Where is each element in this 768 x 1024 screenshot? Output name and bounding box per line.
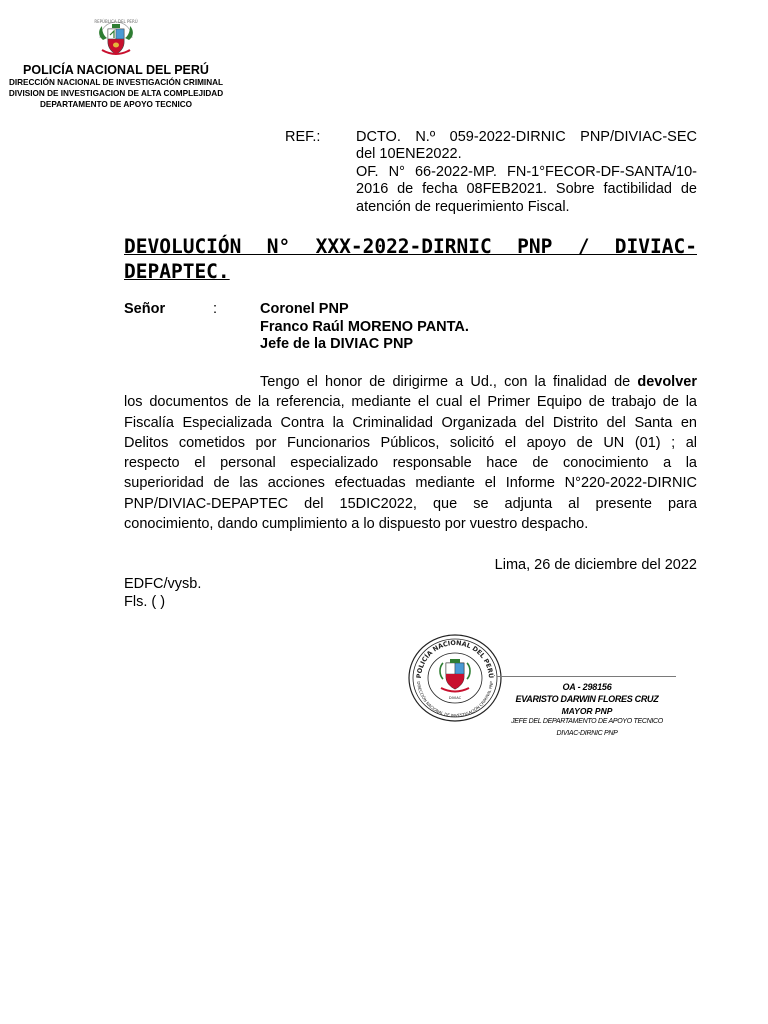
crest-arc-text: REPÚBLICA DEL PERÚ	[94, 19, 138, 24]
department-name: DEPARTAMENTO DE APOYO TECNICO	[39, 100, 193, 109]
reference-label: REF.:	[285, 129, 321, 145]
body-line: superioridad de las acciones efectuadas mediante el Informe N°220-2022-DIRNIC	[124, 475, 697, 492]
peru-coat-of-arms-icon	[92, 14, 140, 62]
addressee-label: Señor	[124, 301, 166, 317]
initials: EDFC/vysb.	[124, 576, 202, 592]
body-intro: Tengo el honor de dirigirme a Ud., con la finalidad de	[260, 374, 638, 390]
seal-text-top: POLICÍA NACIONAL DEL PERÚ	[414, 638, 496, 679]
signature-unit: DIVIAC-DIRNIC PNP	[556, 730, 618, 737]
institution-name: POLICÍA NACIONAL DEL PERÚ	[23, 63, 209, 77]
signature-position: JEFE DEL DEPARTAMENTO DE APOYO TECNICO	[511, 718, 663, 725]
folios: Fls. ( )	[124, 594, 166, 610]
pnp-seal-icon	[407, 633, 503, 723]
initials-block	[124, 575, 201, 611]
addressee-rank: Coronel PNP	[260, 301, 349, 317]
body-paragraph	[124, 372, 697, 534]
signature-rank: MAYOR PNP	[561, 706, 613, 716]
body-line	[124, 372, 697, 392]
body-line: respecto el personal especializado responsable hace de conocimiento a la	[124, 455, 697, 472]
reference-line: DCTO. N.º 059-2022-DIRNIC PNP/DIVIAC-SEC	[356, 129, 697, 145]
reference-line: OF. N° 66-2022-MP. FN-1°FECOR-DF-SANTA/10-	[356, 163, 697, 180]
reference-text	[356, 129, 697, 216]
reference-line: atención de requerimiento Fiscal.	[356, 198, 570, 215]
addressee-colon: :	[213, 301, 218, 317]
addressee-position: Jefe de la DIVIAC PNP	[260, 336, 414, 352]
title-line-2: DEPAPTEC.	[124, 260, 230, 283]
title-line-1: DEVOLUCIÓN N° XXX-2022-DIRNIC PNP / DIVIAC-	[124, 235, 697, 258]
document-title	[124, 234, 697, 284]
reference-line: 2016 de fecha 08FEB2021. Sobre factibilidad de	[356, 181, 697, 198]
body-line: PNP/DIVIAC-DEPAPTEC del 15DIC2022, que se adjunta al presente para	[124, 495, 697, 512]
addressee-name: Franco Raúl MORENO PANTA.	[260, 318, 469, 335]
division-name: DIVISION DE INVESTIGACION DE ALTA COMPLEJIDAD	[8, 89, 224, 98]
directorate-name: DIRECCIÓN NACIONAL DE INVESTIGACIÓN CRIMINAL	[8, 78, 224, 87]
addressee-block	[260, 301, 469, 354]
body-line: conocimiento, dando cumplimiento a lo dispuesto por vuestro despacho.	[124, 516, 589, 533]
body-line: Fiscalía Especializada Contra la Criminalidad Organizada del Distrito del Santa en	[124, 414, 697, 431]
body-line: los documentos de la referencia, mediante el cual el Primer Equipo de trabajo de la	[124, 394, 697, 411]
place-date: Lima, 26 de diciembre del 2022	[494, 557, 697, 573]
body-line: Delitos cometidos por Funcionarios Públicos, solicitó el apoyo de UN (01) ; al	[124, 434, 697, 451]
seal-inner-text: DIVIAC	[448, 696, 462, 700]
signature-cip: OA - 298156	[562, 682, 612, 692]
signature-name: EVARISTO DARWIN FLORES CRUZ	[515, 694, 659, 704]
reference-line: del 10ENE2022.	[356, 146, 462, 163]
signature-line	[497, 676, 676, 677]
seal-text-bottom: DIRECCIÓN NACIONAL DE INVESTIGACIÓN CRIMINAL PNP	[416, 681, 494, 719]
body-emphasis: devolver	[637, 374, 697, 390]
